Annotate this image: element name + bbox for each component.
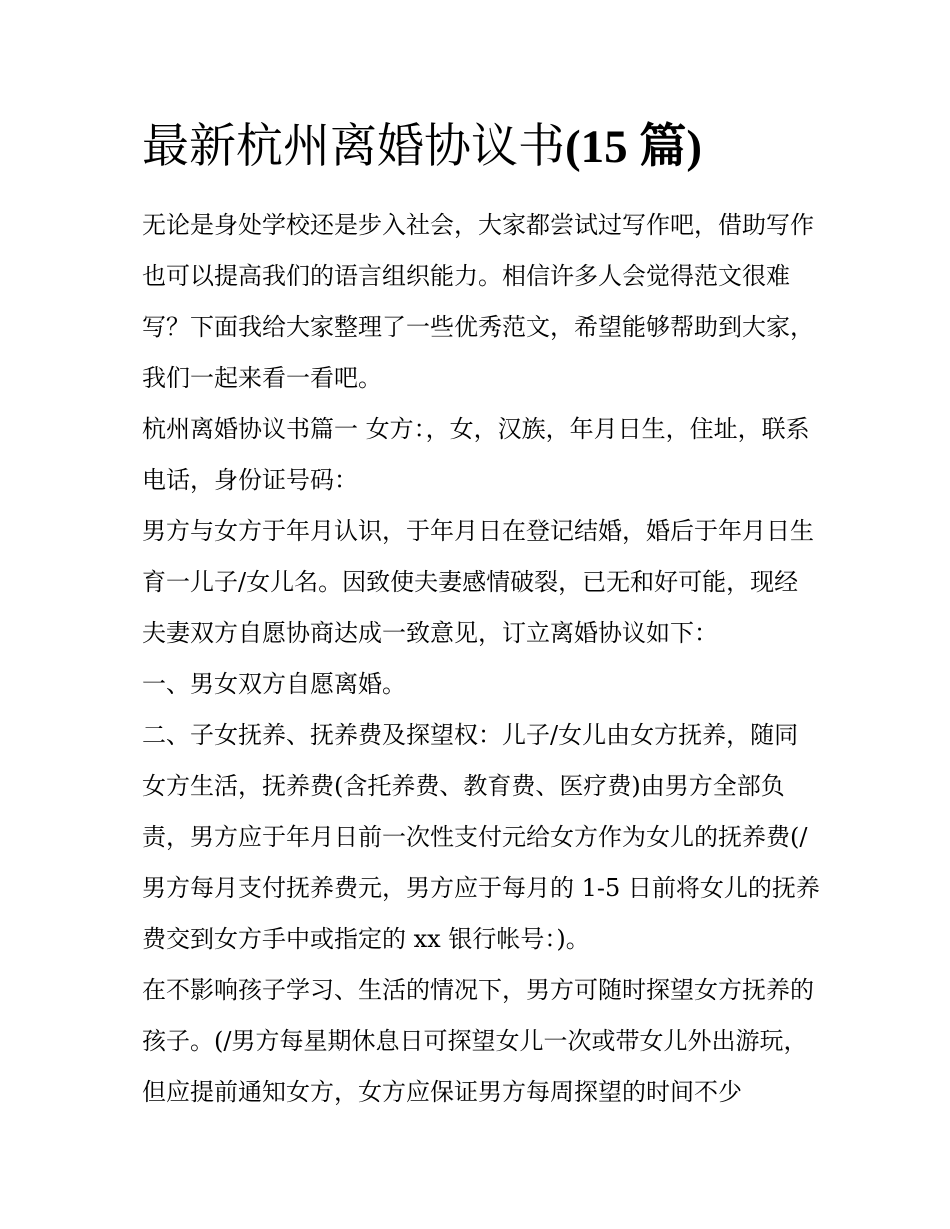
paragraph-background: 男方与女方于年月认识，于年月日在登记结婚，婚后于年月日生育一儿子/女儿名。因致使夫妻感情破裂，已无和好可能，现经夫妻双方自愿协商达成一致意见，订立离婚协议如下： [142,517,814,647]
paragraph-intro: 无论是身处学校还是步入社会，大家都尝试过写作吧，借助写作也可以提高我们的语言组织能力。相信许多人会觉得范文很难写？下面我给大家整理了一些优秀范文，希望能够帮助到大家，我们一起来看一看吧。 [142,211,814,392]
paragraph-clause-1: 一、男女双方自愿离婚。 [142,670,406,698]
paragraph-parties: 杭州离婚协议书篇一 女方：，女，汉族，年月日生，住址，联系电话，身份证号码： [142,415,810,494]
document-page [142,112,822,1118]
paragraph-clause-2: 二、子女抚养、抚养费及探望权：儿子/女儿由女方抚养，随同女方生活，抚养费(含托养费、教育费、医疗费)由男方全部负责，男方应于年月日前一次性支付元给女方作为女儿的抚养费(/男方每月支付抚养费元，男方应于每月的 1-5 日前将女儿的抚养费交到女方手中或指定的 xx 银行帐号：)。 [142,721,820,953]
title-suffix: (15 篇) [565,121,703,173]
document-title [142,112,822,182]
paragraph-visitation: 在不影响孩子学习、生活的情况下，男方可随时探望女方抚养的孩子。(/男方每星期休息日可探望女儿一次或带女儿外出游玩，但应提前通知女方，女方应保证男方每周探望的时间不少 [142,976,814,1106]
title-main: 最新杭州离婚协议书 [142,119,565,174]
